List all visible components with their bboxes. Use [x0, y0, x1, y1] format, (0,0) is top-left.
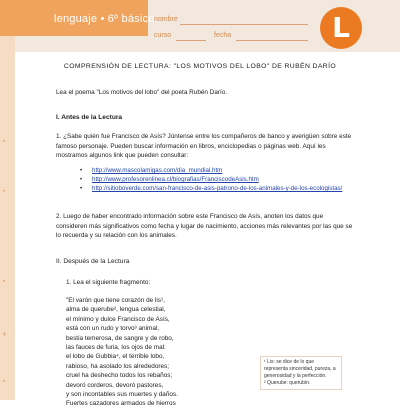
name-field-label: nombre: [154, 16, 178, 23]
date-field-line[interactable]: [236, 40, 308, 41]
subject-label: lenguaje • 6º básico: [54, 13, 155, 25]
margin-mark-icon: ·: [3, 276, 6, 286]
course-field-line[interactable]: [176, 40, 206, 41]
worksheet-header: [0, 0, 400, 52]
link-2[interactable]: http://www.profesorenlinea.cl/biografias/FranciscodeAsis.htm: [92, 176, 259, 183]
poem-line: devoró corderos, devoró pastores,: [66, 381, 164, 389]
poem-line: el lobo de Gubbia⁴, el terrible lobo,: [66, 353, 165, 361]
poem-line: el mínimo y dulce Francisco de Asís,: [66, 315, 170, 323]
footnote-1: ¹ Lis: se dice de lo que representa sinceridad, pureza, a: [264, 359, 336, 372]
left-margin-bar: [0, 36, 15, 400]
poem-line: bestia temerosa, de sangre y de robo,: [66, 334, 174, 342]
section-heading-1: [56, 114, 122, 121]
poem-line: las fauces de furia, los ojos de mal:: [66, 344, 166, 352]
footnote-2: ² Querube: querubín.: [264, 380, 311, 386]
poem-fragment: [66, 296, 178, 409]
poem-line: "El varón que tiene corazón de lis¹,: [66, 297, 165, 304]
section-heading-2: II. Después de la Lectura: [56, 258, 130, 265]
list-item: [80, 175, 342, 184]
poem-line: está con un rudo y torvo³ animal,: [66, 325, 160, 333]
link-3[interactable]: http://sitioboverde.com/san-francisco-de-asis-patrono-de-los-animales-y-de-los-ecologistas/: [92, 185, 343, 192]
subject-logo-icon: L: [320, 7, 362, 49]
link-list: [80, 166, 342, 193]
margin-mark-icon: ·: [3, 186, 6, 196]
section-heading-1-text: I. Antes de la Lectura: [56, 114, 123, 121]
poem-line: rabioso, ha asolado los alrededores;: [66, 362, 170, 370]
poem-line: y son incontables sus muertes y daños.: [66, 391, 178, 399]
link-1[interactable]: http://www.mascolamigas.com/dia_mundial.htm: [92, 167, 223, 174]
question-1: 1. ¿Sabe quién fue Francisco de Asís? Júntense entre los compañeros de banco y averigüen sobre este famoso personaje. Pueden buscar información en libros, enciclopedias o páginas web. Aquí les mostramos algunos link que pueden consultar:: [56, 133, 352, 160]
footnotes-box: [260, 356, 342, 390]
document-title: COMPRENSIÓN DE LECTURA: "LOS MOTIVOS DEL LOBO" DE RUBÉN DARÍO: [63, 63, 337, 70]
course-field-label: curso: [154, 32, 172, 39]
name-field-line[interactable]: [180, 24, 308, 25]
date-field-label: fecha: [214, 32, 232, 39]
margin-mark-icon: ·: [3, 136, 6, 146]
poem-line: alma de querube², lengua celestial,: [66, 306, 166, 314]
question-2: 2. Luego de haber encontrado información sobre este Francisco de Asís, anoten los datos que consideren más significativos como fecha y lugar de nacimiento, acciones más relevantes por las que se lo recuerda y su relación con los animales.: [56, 213, 353, 240]
list-item: [80, 166, 342, 175]
margin-mark-icon: ·: [3, 376, 6, 386]
poem-line: cruel ha deshecho todos los rebaños;: [66, 372, 173, 380]
footnote-1-cont: generosidad y la perfección.: [264, 373, 327, 379]
list-item: [80, 184, 342, 193]
poem-line: Fuertes cazadores armados de hierros: [66, 400, 176, 408]
question-3: 1. Lea el siguiente fragmento:: [66, 279, 151, 286]
margin-mark-icon: ,: [3, 326, 6, 336]
intro-text: Lea el poema "Los motivos del lobo" del poeta Rubén Darío.: [56, 89, 228, 96]
